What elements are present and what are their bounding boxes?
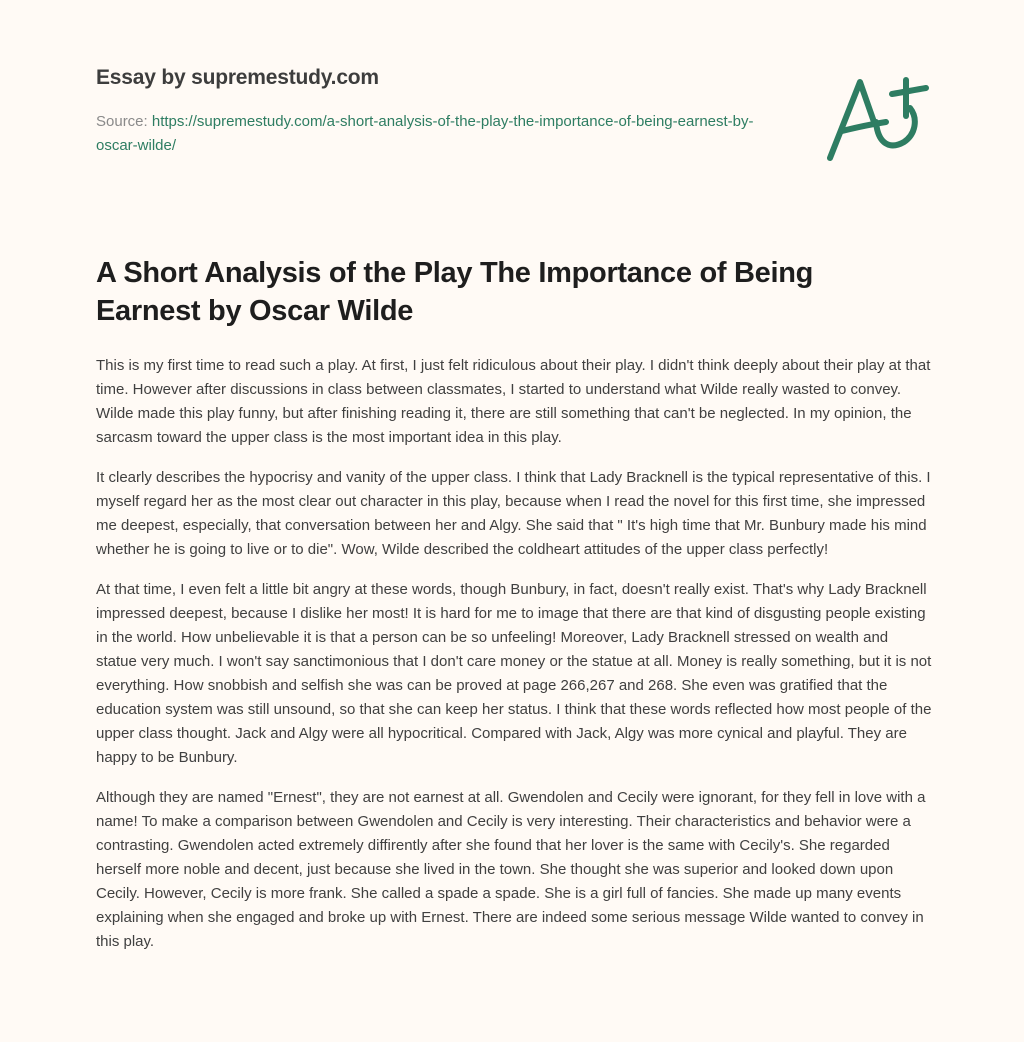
site-title: Essay by supremestudy.com: [96, 66, 379, 89]
paragraph: This is my first time to read such a play. At first, I just felt ridiculous about their play. I didn't think deeply about their play at that time. However after discussions in class between classmates, I started to understand what Wilde really wasted to convey. Wilde made this play funny, but after finishing reading it, there are still something that can't be neglected. In my opinion, the sarcasm toward the upper class is the most important idea in this play.: [96, 357, 931, 446]
page-header: [96, 64, 796, 158]
source-line: [96, 110, 776, 158]
source-link[interactable]: https://supremestudy.com/a-short-analysis-of-the-play-the-importance-of-being-earnest-by-oscar-wilde/: [96, 113, 754, 154]
paragraph: It clearly describes the hypocrisy and vanity of the upper class. I think that Lady Bracknell is the typical representative of this. I myself regard her as the most clear out character in this play, because when I read the novel for this first time, she impressed me deepest, especially, that conversation between her and Algy. She said that " It's high time that Mr. Bunbury made his mind whether he is going to live or to die". Wow, Wilde described the coldheart attitudes of the upper class perfectly!: [96, 469, 931, 558]
a-plus-grade-icon: [818, 64, 938, 174]
source-label: Source:: [96, 113, 148, 130]
article-title: A Short Analysis of the Play The Importance of Being Earnest by Oscar Wilde: [96, 257, 814, 327]
paragraph: At that time, I even felt a little bit angry at these words, though Bunbury, in fact, doesn't really exist. That's why Lady Bracknell impressed deepest, because I dislike her most! It is hard for me to image that there are that kind of disgusting people existing in the world. How unbelievable it is that a person can be so unfeeling! Moreover, Lady Bracknell stressed on wealth and statue very much. I won't say sanctimonious that I don't care money or the statue at all. Money is really something, but it is not everything. How snobbish and selfish she was can be proved at page 266,267 and 268. She even was gratified that the education system was still unsound, so that she can keep her status. I think that these words reflected how most people of the upper class thought. Jack and Algy were all hypocritical. Compared with Jack, Algy was more cynical and playful. They are happy to be Bunbury.: [96, 581, 932, 766]
article-body: [96, 354, 932, 970]
paragraph: Although they are named "Ernest", they are not earnest at all. Gwendolen and Cecily were ignorant, for they fell in love with a name! To make a comparison between Gwendolen and Cecily is very interesting. Their characteristics and behavior were a contrasting. Gwendolen acted extremely diffirently after she found that her lover is the same with Cecily's. She regarded herself more noble and decent, just because she lived in the town. She thought she was superior and looked down upon Cecily. However, Cecily is more frank. She called a spade a spade. She is a girl full of fancies. She made up many events explaining when she engaged and broke up with Ernest. There are indeed some serious message Wilde wanted to convey in this play.: [96, 789, 926, 950]
